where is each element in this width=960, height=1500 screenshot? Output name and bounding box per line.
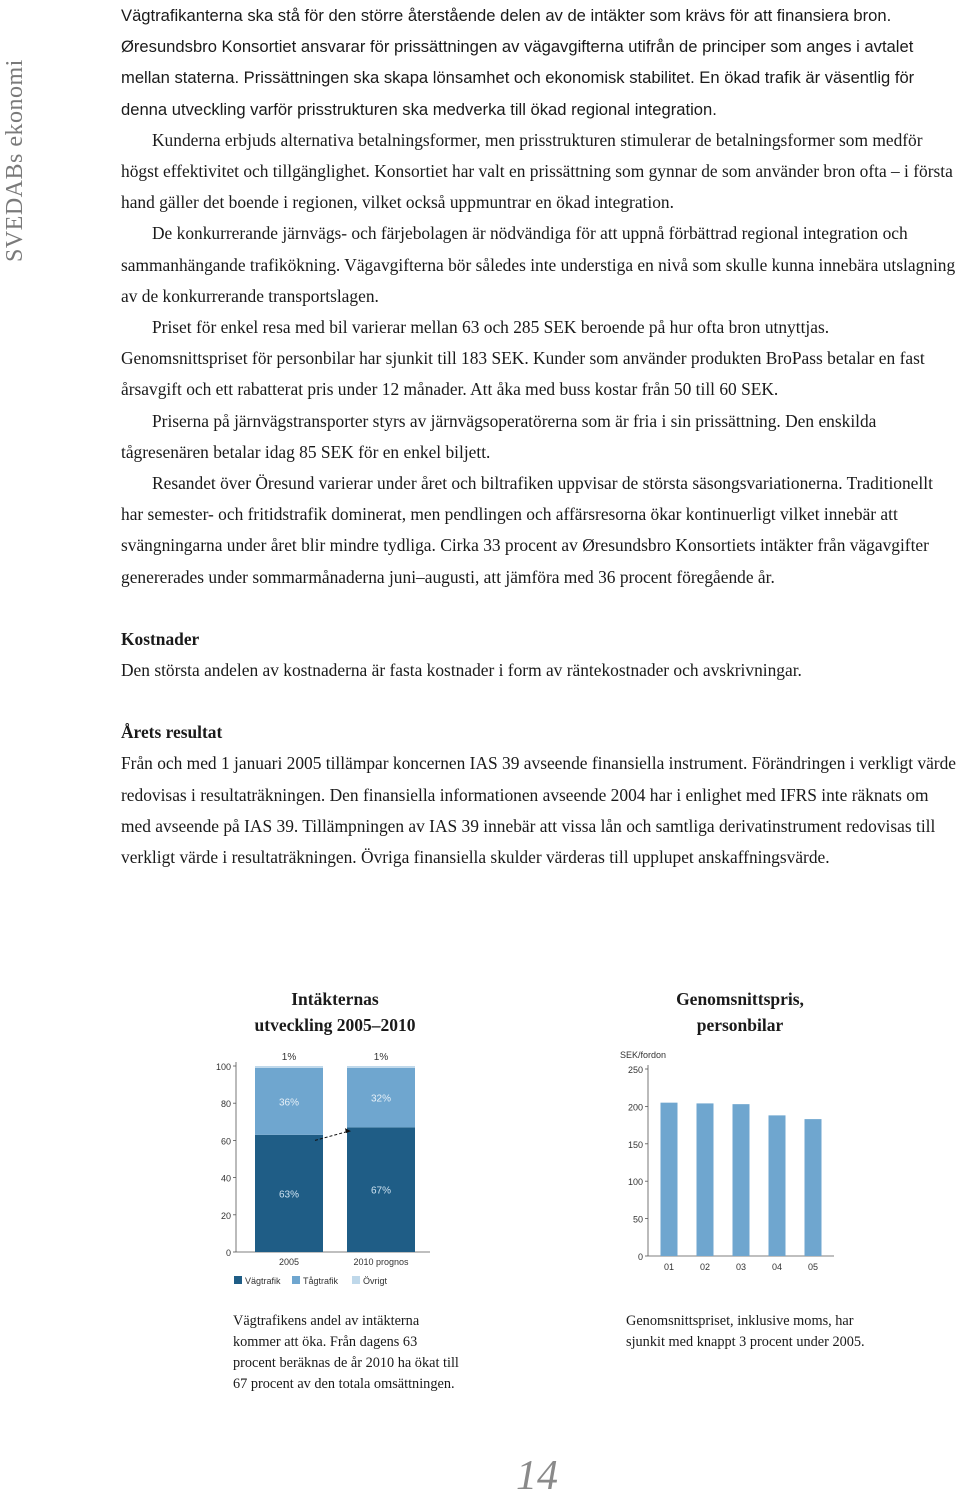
- y-tick-label: 250: [627, 1065, 643, 1075]
- heading-resultat: Årets resultat: [121, 722, 223, 743]
- legend-label-ovrigt: Övrigt: [363, 1276, 388, 1286]
- y-tick-label: 100: [215, 1062, 231, 1072]
- article-body: [121, 0, 957, 873]
- y-tick-label: 200: [627, 1102, 643, 1113]
- bar-02: [697, 1103, 714, 1256]
- data-label-vagtrafik: 63%: [278, 1189, 300, 1201]
- chart-revenue: [200, 1044, 440, 1294]
- x-tick-label: 02: [699, 1262, 711, 1272]
- chart-price-title-line2: personbilar: [696, 1015, 784, 1035]
- chart-revenue-caption: Vägtrafikens andel av intäkterna kommer att öka. Från dagens 63 procent beräknas de år 2010 ha ökat till 67 procent av den totala omsättningen.: [233, 1313, 459, 1392]
- x-tick-label: 03: [735, 1262, 747, 1272]
- bar-01: [661, 1103, 678, 1256]
- x-tick-label: 2005: [278, 1257, 300, 1267]
- intro-line-2: Øresundsbro Konsortiet ansvarar för prissättningen av vägavgifterna utifrån de principer som anges i avtalet mellan staterna. Prissättningen ska skapa lönsamhet och ekonomisk stabilitet. En ökad trafik är väsentlig för denna utveckling varför prisstrukturen ska medverka till ökad regional integration.: [121, 37, 915, 119]
- page-number: 14: [516, 1453, 558, 1499]
- bar-03: [733, 1104, 750, 1256]
- legend-swatch-vagtrafik: [234, 1276, 242, 1284]
- chart-price-title-line1: Genomsnittspris,: [676, 989, 804, 1009]
- paragraph-resultat: Från och med 1 januari 2005 tillämpar koncernen IAS 39 avseende finansiella instrument. Förändringen i verkligt värde redovisas i resultaträkningen. Den finansiella informationen avseende 2004 har i enlighet med IFRS inte räknats om med avseende på IAS 39. Tillämpningen av IAS 39 innebär att vissa lån och samtliga derivatinstrument redovisas till verkligt värde i resultaträkningen. Övriga finansiella skulder värderas till upplupet anskaffningsvärde.: [121, 753, 956, 868]
- data-label-tagtrafik: 32%: [370, 1093, 392, 1105]
- bar-05: [805, 1119, 822, 1256]
- y-unit-label: SEK/fordon: [620, 1050, 667, 1060]
- paragraph-competition: De konkurrerande järnvägs- och färjebolagen är nödvändiga för att uppnå förbättrad regional integration och sammanhängande trafikökning. Vägavgifterna bör således inte understiga en nivå som skulle kunna innebära utslagning av de konkurrerande transportslagen.: [121, 223, 956, 306]
- data-label-vagtrafik: 67%: [370, 1185, 392, 1197]
- y-tick-label: 50: [632, 1214, 643, 1225]
- y-tick-label: 80: [220, 1099, 231, 1110]
- paragraph-kostnader: Den största andelen av kostnaderna är fasta kostnader i form av räntekostnader och avskrivningar.: [121, 660, 802, 681]
- y-tick-label: 0: [225, 1248, 231, 1258]
- x-tick-label: 04: [771, 1262, 783, 1272]
- paragraph-seasonal: Resandet över Öresund varierar under året och biltrafiken uppvisar de största säsongsvariationerna. Traditionellt har semester- och fritidstrafik dominerat, men pendlingen och affärsresorna ökar kontinuerligt vilket innebär att svängningarna under året blir mindre tydliga. Cirka 33 procent av Øresundsbro Konsortiets intäkter från vägavgifter genererades under sommarmånaderna juni–augusti, att jämföra med 36 procent föregående år.: [121, 473, 933, 587]
- heading-kostnader: Kostnader: [121, 628, 200, 649]
- data-label-ovrigt: 1%: [373, 1052, 389, 1063]
- legend-label-vagtrafik: Vägtrafik: [245, 1276, 281, 1286]
- legend-label-tagtrafik: Tågtrafik: [303, 1276, 339, 1286]
- side-section-label: [0, 0, 34, 300]
- chart-price-caption: Genomsnittspriset, inklusive moms, har sjunkit med knappt 3 procent under 2005.: [626, 1313, 865, 1350]
- x-tick-label: 01: [663, 1262, 675, 1272]
- chart-revenue-title-line1: Intäkternas: [291, 989, 379, 1009]
- x-tick-label: 05: [807, 1262, 819, 1272]
- paragraph-rail: Priserna på järnvägstransporter styrs av järnvägsoperatörerna som är fria i sin prissättning. Den enskilda tågresenären betalar idag 85 SEK för en enkel biljett.: [121, 410, 877, 462]
- paragraph-prices: Priset för enkel resa med bil varierar mellan 63 och 285 SEK beroende på hur ofta bron utnyttjas. Genomsnittspriset för personbilar har sjunkit till 183 SEK. Kunder som använder produkten BroPass betalar en fast årsavgift och ett rabatterat pris under 12 månader. Att åka med buss kostar från 50 till 60 SEK.: [121, 317, 925, 400]
- y-tick-label: 40: [220, 1173, 231, 1184]
- chart-price: [612, 1044, 842, 1284]
- bar-ovrigt-1: [347, 1066, 415, 1068]
- x-tick-label: 2010 prognos: [353, 1257, 409, 1267]
- data-label-tagtrafik: 36%: [278, 1097, 300, 1109]
- y-tick-label: 0: [637, 1252, 643, 1262]
- legend-swatch-tagtrafik: [292, 1276, 300, 1284]
- y-tick-label: 100: [627, 1177, 643, 1188]
- intro-line-1: Vägtrafikanterna ska stå för den större återstående delen av de intäkter som krävs för att finansiera bron.: [121, 6, 892, 25]
- paragraph-payment: Kunderna erbjuds alternativa betalningsformer, men prisstrukturen stimulerar de betalningsformer som medför högst effektivitet och tillgänglighet. Konsortiet har valt en prissättning som gynnar de som använder bron ofta – i första hand gäller det boende i regionen, vilket också uppmuntrar en ökad integration.: [121, 129, 953, 213]
- side-section-label-text: SVEDABs ekonomi: [2, 59, 28, 262]
- chart-price-title: [610, 986, 870, 1038]
- chart-revenue-title: [200, 986, 470, 1038]
- bar-ovrigt-0: [255, 1066, 323, 1068]
- bar-04: [769, 1115, 786, 1256]
- legend-swatch-ovrigt: [352, 1276, 360, 1284]
- y-tick-label: 150: [627, 1139, 643, 1150]
- chart-revenue-title-line2: utveckling 2005–2010: [254, 1015, 416, 1035]
- data-label-ovrigt: 1%: [281, 1052, 297, 1063]
- y-tick-label: 20: [220, 1210, 231, 1221]
- y-tick-label: 60: [220, 1136, 231, 1147]
